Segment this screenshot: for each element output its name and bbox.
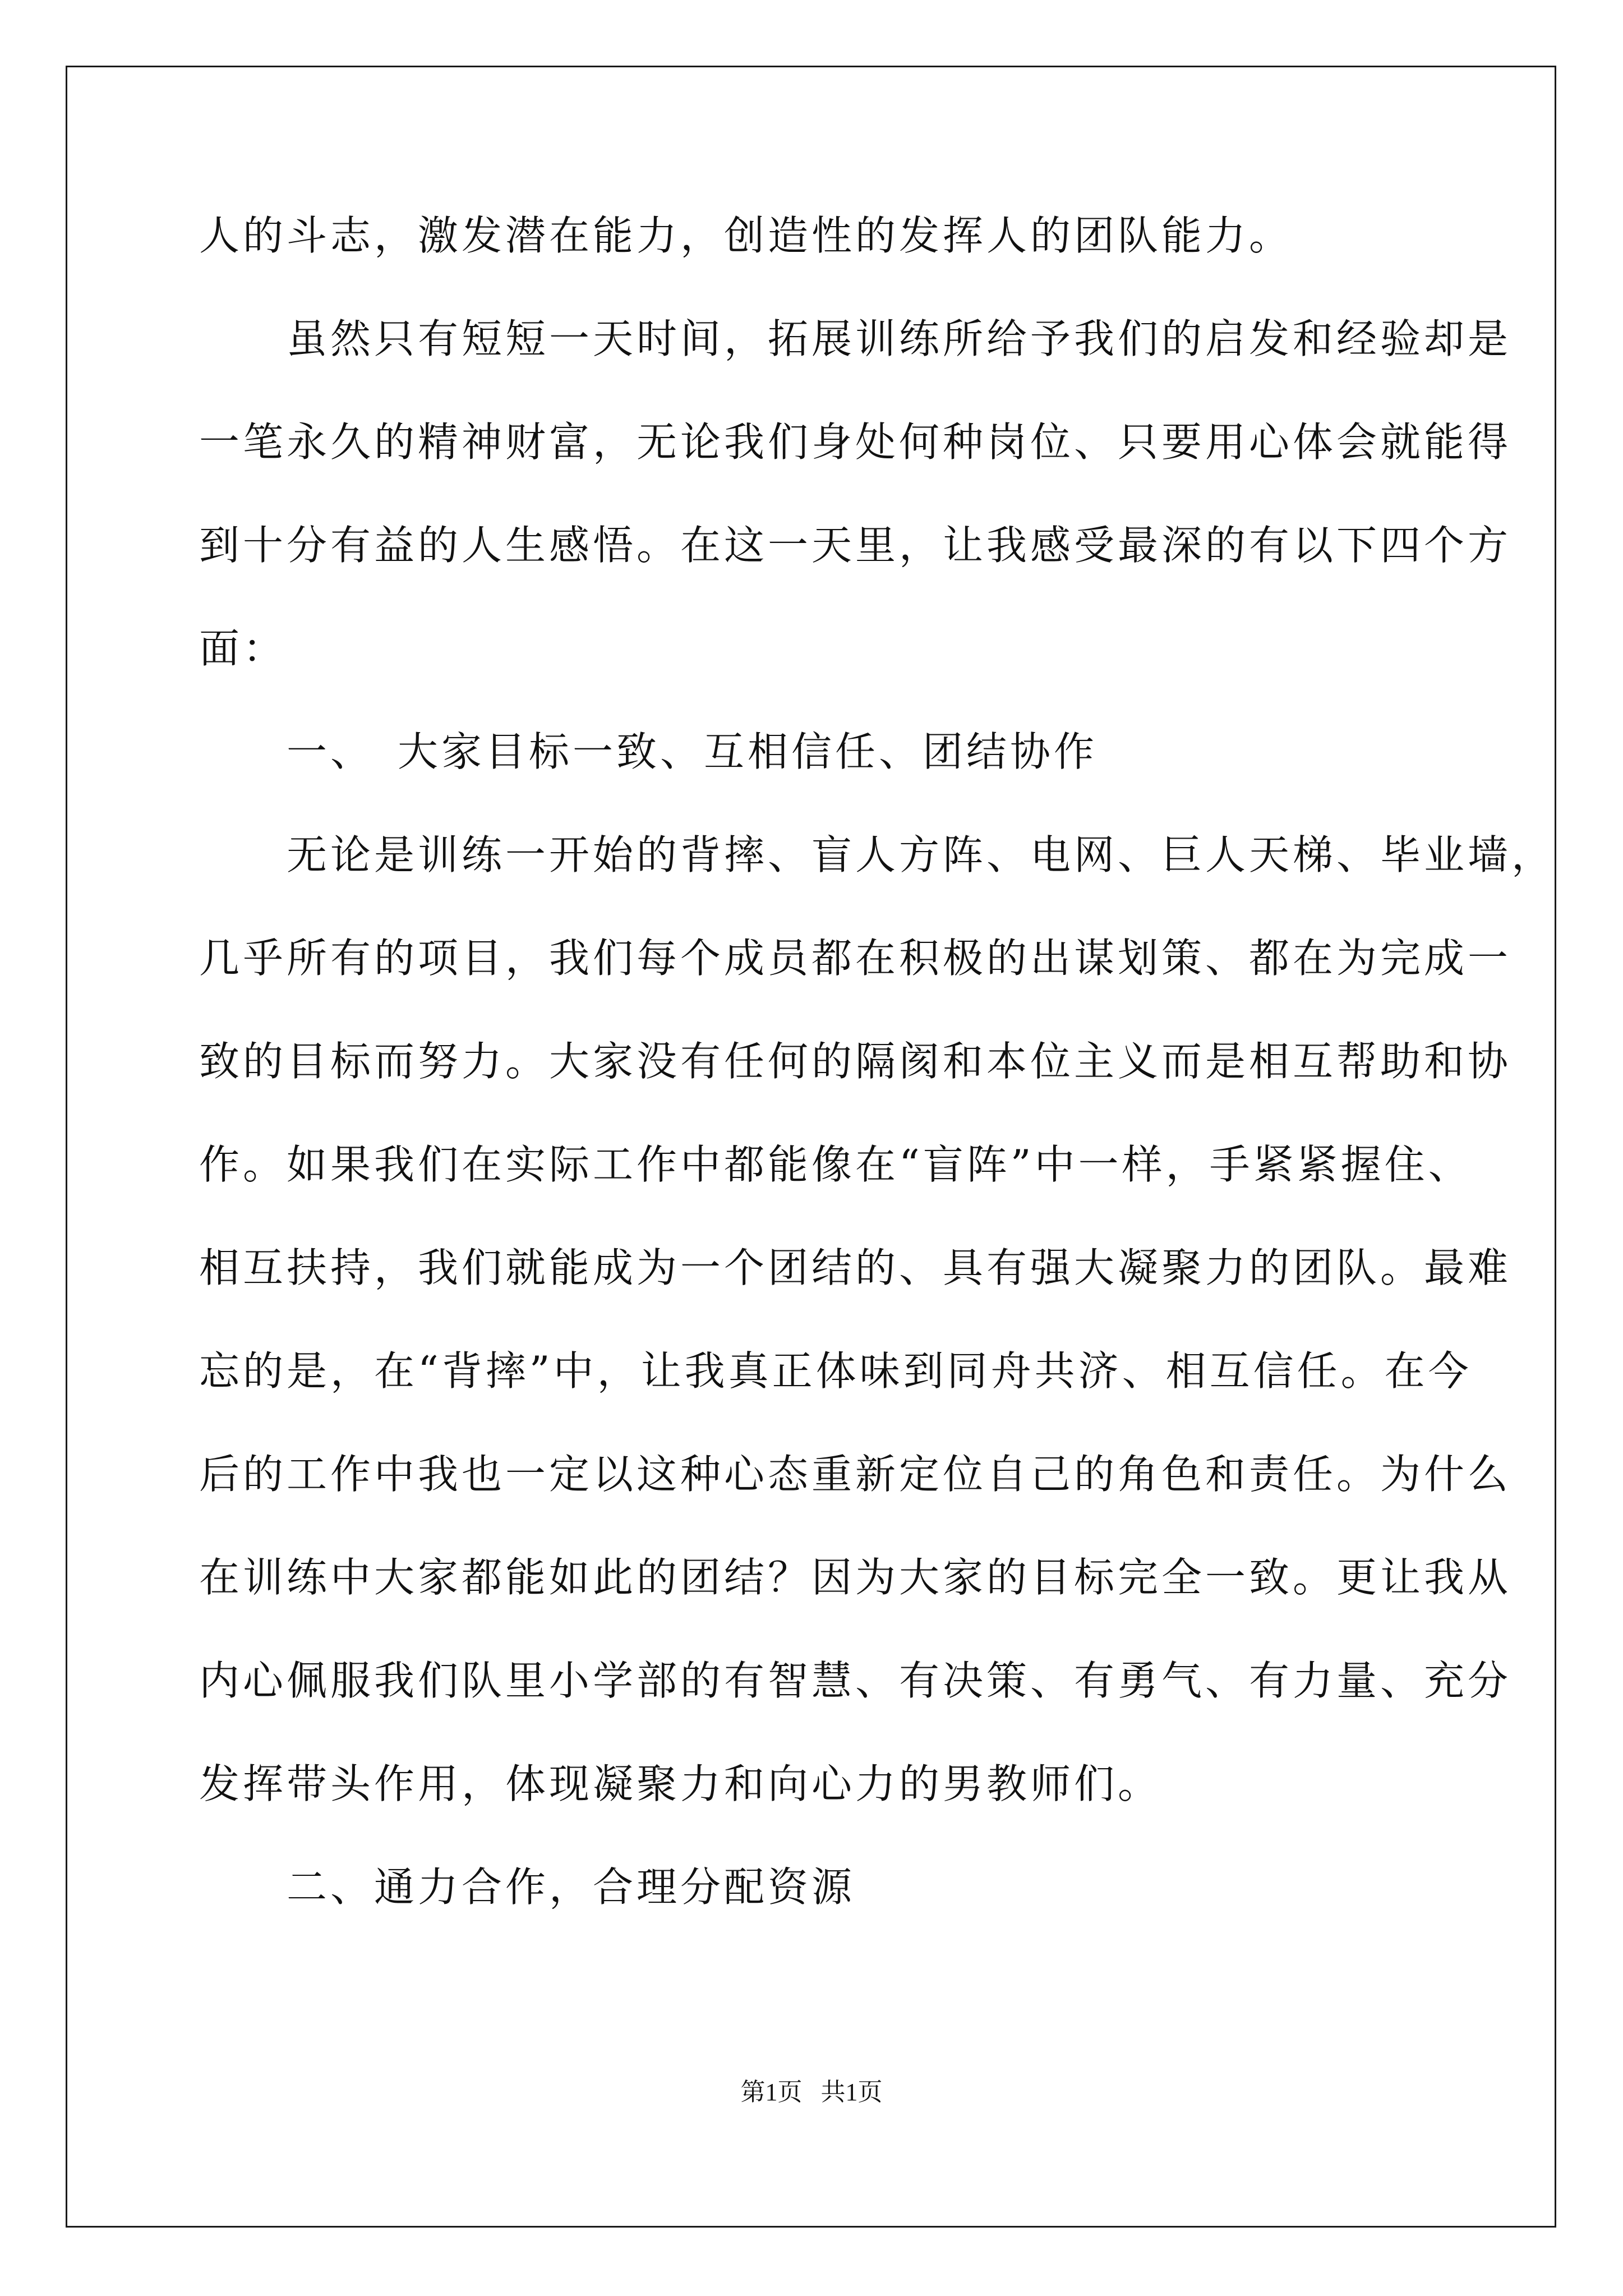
section-heading: 二、通力合作，合理分配资源 xyxy=(199,1864,856,1911)
text-line: 发挥带头作用，体现凝聚力和向心力的男教师们。 xyxy=(199,1760,1162,1807)
text-line: 在训练中大家都能如此的团结？因为大家的目标完全一致。更让我从 xyxy=(199,1554,1512,1601)
section-heading: 一、 大家目标一致、互相信任、团结协作 xyxy=(199,728,1098,775)
text-line: 一笔永久的精神财富，无论我们身处何种岗位、只要用心体会就能得 xyxy=(199,418,1512,466)
text-line: 人的斗志，激发潜在能力，创造性的发挥人的团队能力。 xyxy=(199,212,1293,259)
text-line: 后的工作中我也一定以这种心态重新定位自己的角色和责任。为什么 xyxy=(199,1451,1512,1498)
text-line: 忘的是，在“背摔”中，让我真正体味到同舟共济、相互信任。在今 xyxy=(199,1347,1472,1395)
text-line: 内心佩服我们队里小学部的有智慧、有决策、有勇气、有力量、充分 xyxy=(199,1657,1512,1704)
text-line: 虽然只有短短一天时间，拓展训练所给予我们的启发和经验却是 xyxy=(199,315,1512,362)
text-line: 几乎所有的项目，我们每个成员都在积极的出谋划策、都在为完成一 xyxy=(199,935,1512,982)
page-number: 第1页 xyxy=(740,2078,803,2106)
text-line: 作。如果我们在实际工作中都能像在“盲阵”中一样，手紧紧握住、 xyxy=(199,1141,1472,1188)
text-line: 无论是训练一开始的背摔、盲人方阵、电网、巨人天梯、毕业墙， xyxy=(199,831,1556,878)
page-total: 共1页 xyxy=(820,2078,883,2106)
text-line: 相互扶持，我们就能成为一个团结的、具有强大凝聚力的团队。最难 xyxy=(199,1244,1512,1291)
page-footer xyxy=(0,2076,1623,2109)
text-line: 致的目标而努力。大家没有任何的隔阂和本位主义而是相互帮助和协 xyxy=(199,1038,1512,1085)
text-line: 到十分有益的人生感悟。在这一天里，让我感受最深的有以下四个方 xyxy=(199,522,1512,569)
text-line: 面： xyxy=(199,625,287,672)
